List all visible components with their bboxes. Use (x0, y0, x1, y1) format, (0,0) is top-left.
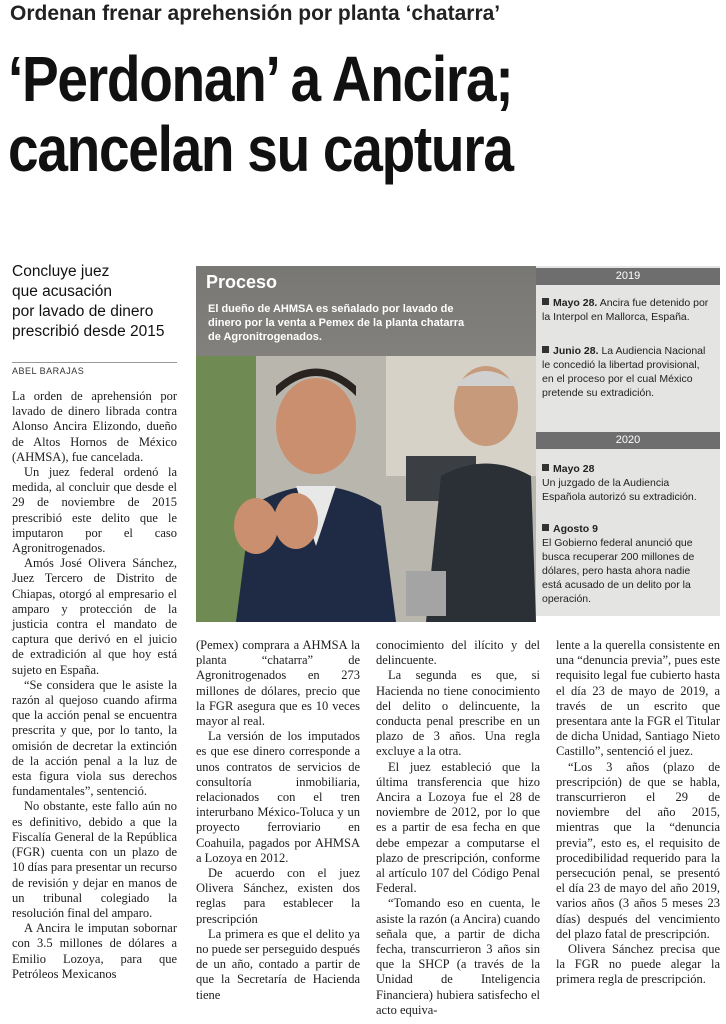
paragraph: La versión de los imputados es que ese dinero corresponde a unos contratos de servicios de consultoría inmobiliaria, relacionados con el tren interurbano México-Toluca y un proyecto ferroviario en Coahuila, pagados por AHMSA a Lozoya en 2012. (196, 729, 360, 865)
paragraph: “Los 3 años (plazo de prescripción) de que se habla, transcurrieron el 29 de noviembre del año 2015, mientras que la “denuncia previa”, esto es, el requisito de procedibilidad requerido para la persecución penal, se presentó el día 23 de mayo del año 2019, varios años (3 años 5 meses 23 días) después del vencimiento del plazo fatal de prescripción. (556, 759, 720, 941)
paragraph: La segunda es que, si Hacienda no tiene conocimiento del delito o delincuente, la conducta penal prescribe en un plazo de 3 años. Una regla excluye a la otra. (376, 668, 540, 759)
timeline-text: El Gobierno federal anunció que busca recuperar 200 millones de dólares, pero hasta ahora nadie está acusado de un delito por la operación. (542, 537, 695, 605)
timeline-entry (542, 296, 712, 324)
headline (8, 44, 622, 184)
paragraph: De acuerdo con el juez Olivera Sánchez, existen dos reglas para establecer la prescripción (196, 866, 360, 926)
timeline-text: Un juzgado de la Audiencia Española autorizó su extradición. (542, 477, 697, 503)
byline: ABEL BARAJAS (12, 362, 177, 376)
deck-line-1: Concluye juez (12, 263, 110, 280)
timeline-date: Mayo 28. (553, 297, 598, 309)
photo-title: Proceso (206, 272, 278, 292)
photo-illustration (196, 356, 536, 622)
paragraph: No obstante, este fallo aún no es definitivo, debido a que la Fiscalía General de la República (FGR) cuenta con un plazo de 10 días para presentar un recurso de revisión y dejar en manos de un tribunal colegiado la resolución final del amparo. (12, 799, 177, 920)
timeline-entry (542, 522, 712, 606)
timeline-date: Agosto 9 (553, 523, 598, 535)
paragraph: (Pemex) comprara a AHMSA la planta “chatarra” de Agronitrogenados en 273 millones de dólares, precio que la FGR asegura que es 10 veces mayor al real. (196, 638, 360, 729)
timeline-entry (542, 462, 712, 504)
paragraph: El juez estableció que la última transferencia que hizo Ancira a Lozoya fue el 28 de noviembre de 2012, por lo que es a partir de esa fecha en que debe empezar a computarse el plazo de prescripción, conforme al artículo 107 del Código Penal Federal. (376, 759, 540, 896)
year-header-2019: 2019 (536, 268, 720, 285)
headline-line-1: ‘Perdonan’ a Ancira; (8, 43, 513, 115)
paragraph: Amós José Olivera Sánchez, Juez Tercero de Distrito de Chiapas, otorgó al empresario el amparo y protección de la justicia contra el mandato de captura que derivó en el juicio de extradición al que hoy está sujeto en España. (12, 556, 177, 677)
year-header-2020: 2020 (536, 432, 720, 449)
headline-line-2: cancelan su captura (8, 113, 513, 185)
paragraph: “Se considera que le asiste la razón al quejoso cuando afirma que la acción penal se encuentra prescrita y que, por lo tanto, la omisión de decretar la extinción de la acción penal a la luz de esta figura viola sus derechos fundamentales”, sentenció. (12, 677, 177, 799)
article-column-1 (12, 389, 177, 982)
deck-line-4: prescribió desde 2015 (12, 323, 165, 340)
paragraph: Olivera Sánchez precisa que la FGR no puede alegar la primera regla de prescripción. (556, 942, 720, 987)
paragraph: La primera es que el delito ya no puede ser perseguido después de un año, contado a partir de que la Secretaría de Hacienda tiene (196, 926, 360, 1002)
bullet-icon (542, 524, 549, 531)
paragraph: La orden de aprehensión por lavado de dinero librada contra Alonso Ancira Elizondo, dueño de Altos Hornos de México (AHMSA), fue cancelada. (12, 389, 177, 464)
paragraph: Un juez federal ordenó la medida, al concluir que desde el 29 de noviembre de 2015 prescribió este delito que le imputaron por el caso Agronitrogenados. (12, 465, 177, 556)
paragraph: lente a la querella consistente en una “denuncia previa”, pues este requisito legal fue cubierto hasta el día 23 de mayo de 2019, a través de un escrito que presentara ante la FGR el Titular de dicha Unidad, Santiago Nieto Castillo”, sentenció el juez. (556, 638, 720, 759)
bullet-icon (542, 298, 549, 305)
article-column-2 (196, 638, 360, 1003)
paragraph: conocimiento del ilícito y del delincuente. (376, 638, 540, 668)
deck (12, 262, 177, 342)
bullet-icon (542, 346, 549, 353)
article-column-4 (556, 638, 720, 988)
timeline-date: Mayo 28 (553, 463, 595, 475)
timeline-sidebar (536, 266, 720, 616)
news-photo (196, 266, 536, 622)
photo-caption-panel (196, 266, 536, 356)
deck-line-2: que acusación (12, 283, 112, 300)
timeline-date: Junio 28. (553, 345, 599, 357)
kicker: Ordenan frenar aprehensión por planta ‘chatarra’ (10, 2, 501, 25)
timeline-text: La Audiencia Nacional le concedió la libertad provisional, en el proceso por el cual México pretende su extradición. (542, 345, 706, 399)
paragraph: “Tomando eso en cuenta, le asiste la razón (a Ancira) cuando señala que, a partir de dicha fecha, transcurrieron 3 años sin que la SHCP (a través de la Unidad de Inteligencia Financiera) hubiera satisfecho el acto equiva- (376, 896, 540, 1017)
photo-caption: El dueño de AHMSA es señalado por lavado de dinero por la venta a Pemex de la planta chatarra de Agronitrogenados. (208, 303, 465, 343)
article-column-3 (376, 638, 540, 1018)
timeline-text: Ancira fue detenido por la Interpol en Mallorca, España. (542, 297, 709, 323)
paragraph: A Ancira le imputan sobornar con 3.5 millones de dólares a Emilio Lozoya, para que Petróleos Mexicanos (12, 921, 177, 981)
timeline-entry (542, 344, 712, 400)
bullet-icon (542, 464, 549, 471)
deck-line-3: por lavado de dinero (12, 303, 154, 320)
